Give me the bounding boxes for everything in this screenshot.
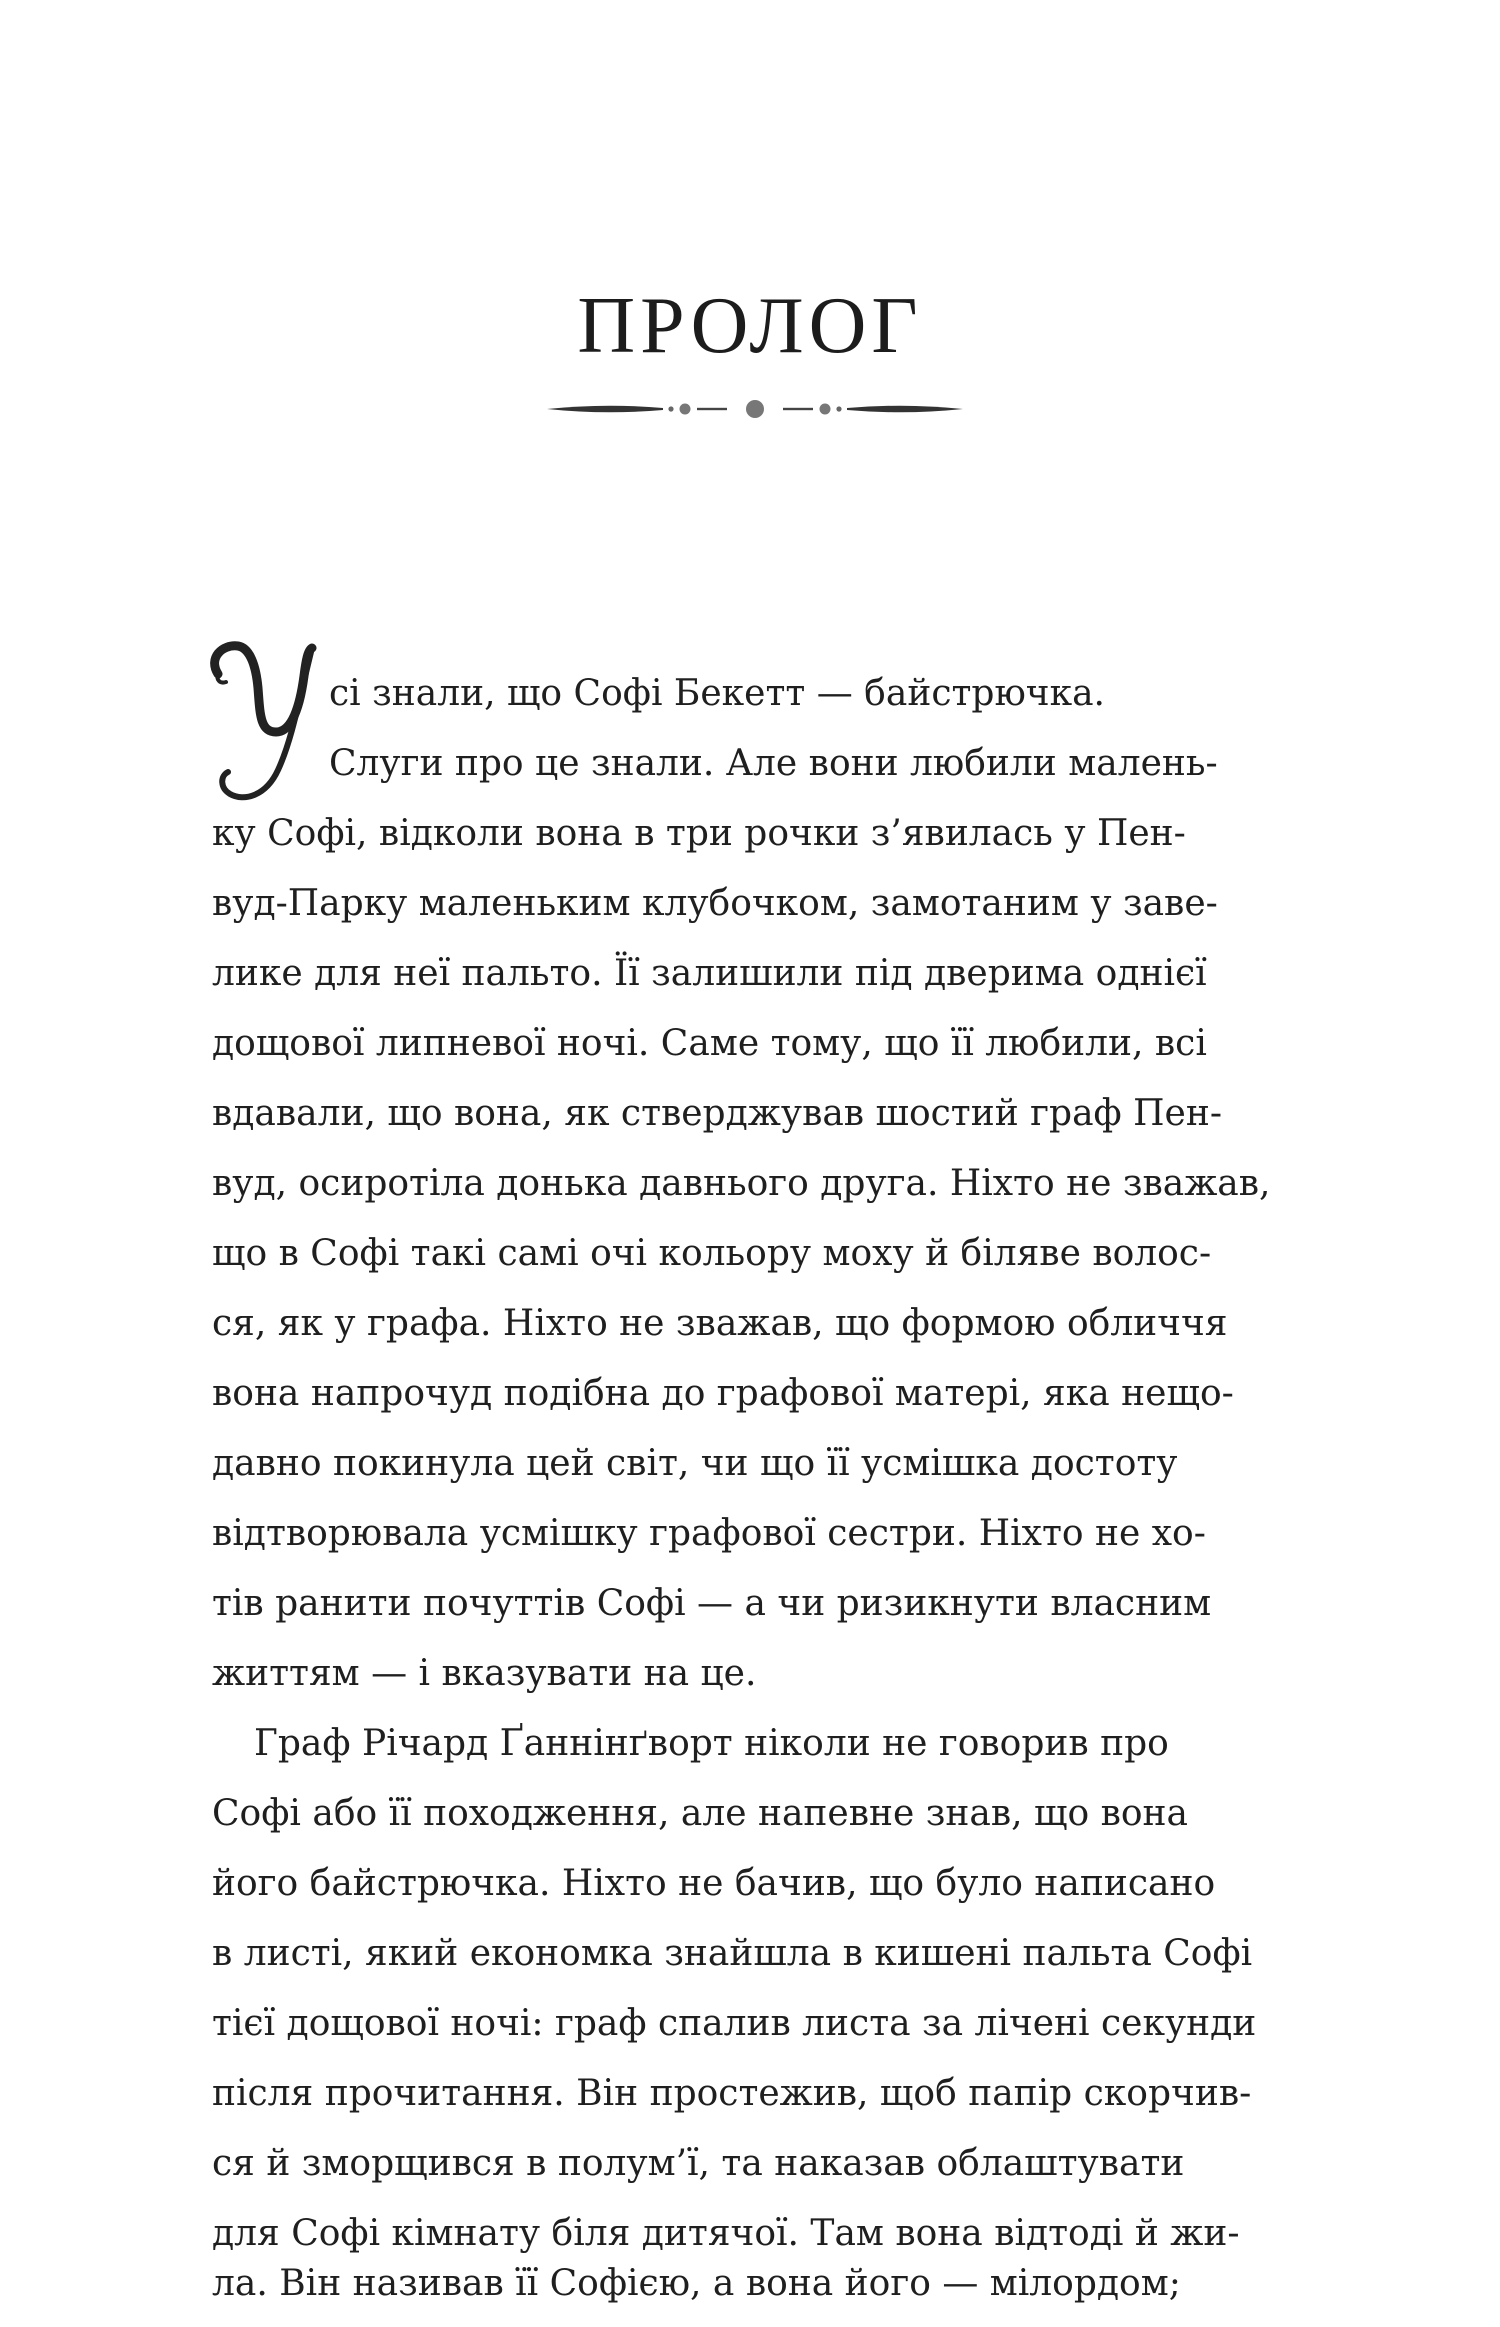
text-line: життям — і вказувати на це.	[212, 1653, 757, 1694]
text-line: тієї дощової ночі: граф спалив листа за лічені секунди	[212, 2003, 1257, 2044]
text-line: ся й зморщився в полум’ї, та наказав облаштувати	[212, 2143, 1185, 2184]
text-line: ся, як у графа. Ніхто не зважав, що формою обличчя	[212, 1303, 1228, 1344]
text-line: давно покинула цей світ, чи що її усмішка достоту	[212, 1443, 1178, 1484]
text-line: дощової липневої ночі. Саме тому, що її любили, всі	[212, 1023, 1207, 1064]
text-line: вдавали, що вона, як стверджував шостий граф Пен-	[212, 1093, 1223, 1134]
text-line: для Софі кімнату біля дитячої. Там вона відтоді й жи-	[212, 2213, 1240, 2254]
text-line: сі знали, що Софі Бекетт — байстрючка.	[329, 673, 1105, 714]
text-line: тів ранити почуттів Софі — а чи ризикнути власним	[212, 1583, 1212, 1624]
text-line: Граф Річард Ґаннінґворт ніколи не говорив про	[254, 1723, 1169, 1764]
text-line: вуд-Парку маленьким клубочком, замотаним у заве-	[212, 883, 1218, 924]
text-line: в листі, який економка знайшла в кишені пальта Софі	[212, 1933, 1253, 1974]
text-line: вона напрочуд подібна до графової матері, яка нещо-	[212, 1373, 1234, 1414]
text-line: відтворювала усмішку графової сестри. Ніхто не хо-	[212, 1513, 1206, 1554]
text-line: ла. Він називав її Софією, а вона його — мілордом;	[212, 2263, 1181, 2304]
text-line: після прочитання. Він простежив, щоб папір скорчив-	[212, 2073, 1252, 2114]
text-line: вуд, осиротіла донька давнього друга. Ніхто не зважав,	[212, 1163, 1271, 1204]
text-line: Софі або її походження, але напевне знав, що вона	[212, 1793, 1188, 1834]
text-line: Слуги про це знали. Але вони любили малень-	[329, 743, 1218, 784]
text-line: ку Софі, відколи вона в три рочки з’явилась у Пен-	[212, 813, 1186, 854]
text-line: лике для неї пальто. Її залишили під дверима однієї	[212, 953, 1207, 994]
text-line: що в Софі такі самі очі кольору моху й біляве волос-	[212, 1233, 1212, 1274]
chapter-title: ПРОЛОГ	[577, 282, 923, 370]
text-line: його байстрючка. Ніхто не бачив, що було написано	[212, 1863, 1216, 1904]
